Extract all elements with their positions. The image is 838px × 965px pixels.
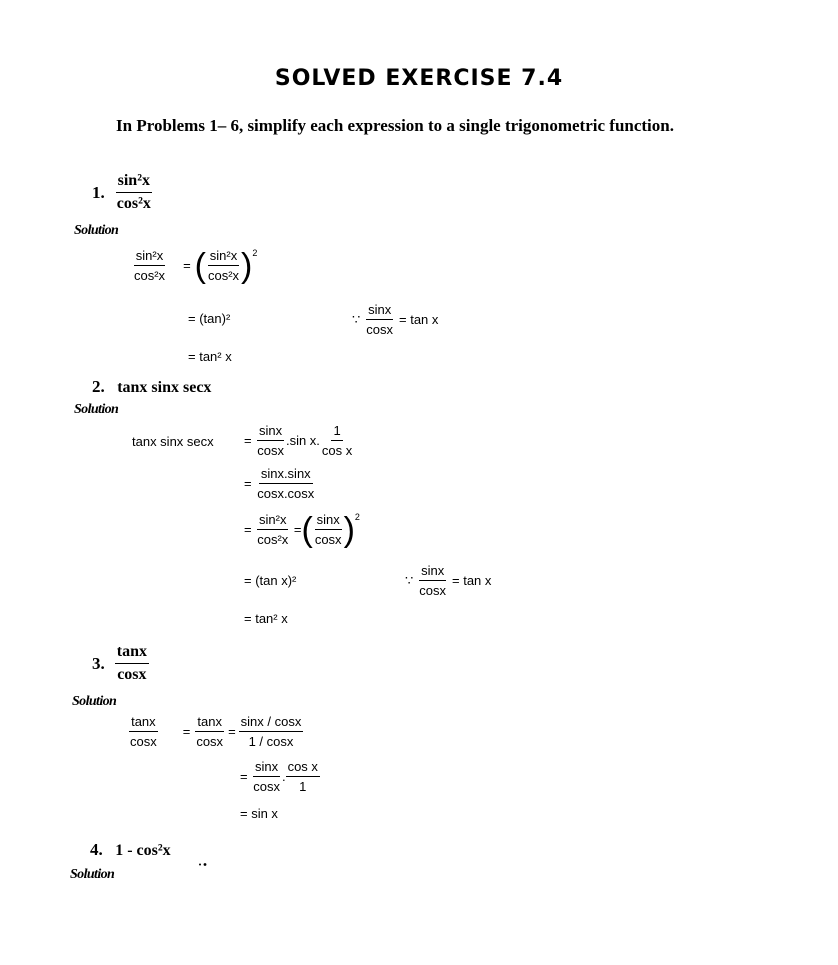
problem-1	[92, 172, 153, 213]
solution-label: Solution	[72, 694, 117, 709]
problem-expression: $\frac{\text{sin²x}}{\text{cos²x}}$	[116, 172, 151, 212]
solution-step: = sin x	[240, 806, 278, 821]
problem-expression: 1 - cos²x	[115, 842, 171, 859]
problem-2	[92, 377, 211, 397]
problem-number: 3.	[92, 653, 105, 673]
problem-expression: tanx sinx secx	[117, 379, 212, 396]
solution-label: Solution	[74, 223, 119, 238]
problem-number: 2.	[92, 377, 105, 396]
problem-3	[92, 643, 149, 684]
solution-step: = tan² x	[188, 349, 232, 364]
problem-number: 4.	[90, 840, 103, 859]
problem-number: 1.	[92, 182, 105, 202]
solution-step: $\frac{\tan x}{\cos x}$ = $\frac{\tan x}{\cos x}$ = $\frac{\sin x / \cos x}{1 / \cos x}$	[130, 714, 302, 749]
problem-expression: $\frac{\tan x}{\cos x}$	[116, 643, 147, 683]
solution-step: = $\frac{\sin x}{\cos x}$ . $\frac{\text{cos x}}{1}$	[240, 759, 318, 794]
solution-label: Solution	[74, 402, 119, 417]
because-symbol: ∵	[405, 572, 414, 588]
problem-4	[90, 840, 171, 860]
solution-lhs: tanx sinx secx	[132, 434, 214, 449]
solution-step: = (tan)²	[188, 311, 231, 326]
solution-step: $\frac{\text{sin²x}}{\text{cos²x}}$ = ( $\frac{\text{sin²x}}{\text{cos²x}}$ ) $^2$	[134, 246, 258, 285]
solution-step: = $\frac{\sin x.\sin x}{\cos x.\cos x}$	[244, 466, 315, 501]
solution-label: Solution	[70, 867, 115, 882]
solution-step: = tan² x	[244, 611, 288, 626]
solution-step: = $\frac{\text{sin²x}}{\text{cos²x}}$ = ( $\frac{\sin x}{\cos x}$ ) $^2$	[244, 510, 360, 549]
identity-note: ∵ $\frac{\sin x}{\cos x}$ = tan x	[352, 302, 439, 337]
identity-note: ∵ $\frac{\sin x}{\cos x}$ = tan x	[405, 563, 492, 598]
because-symbol: ∵	[352, 311, 361, 327]
page-title: SOLVED EXERCISE 7.4	[274, 66, 564, 91]
ink-speck	[198, 853, 207, 856]
solution-step: = $\frac{\sin x}{\cos x}$ .sin x. $\frac{1}{\text{cos x}}$	[244, 423, 353, 458]
instructions: In Problems 1– 6, simplify each expression to a single trigonometric function.	[116, 116, 674, 135]
solution-step: = (tan x)²	[244, 573, 297, 588]
